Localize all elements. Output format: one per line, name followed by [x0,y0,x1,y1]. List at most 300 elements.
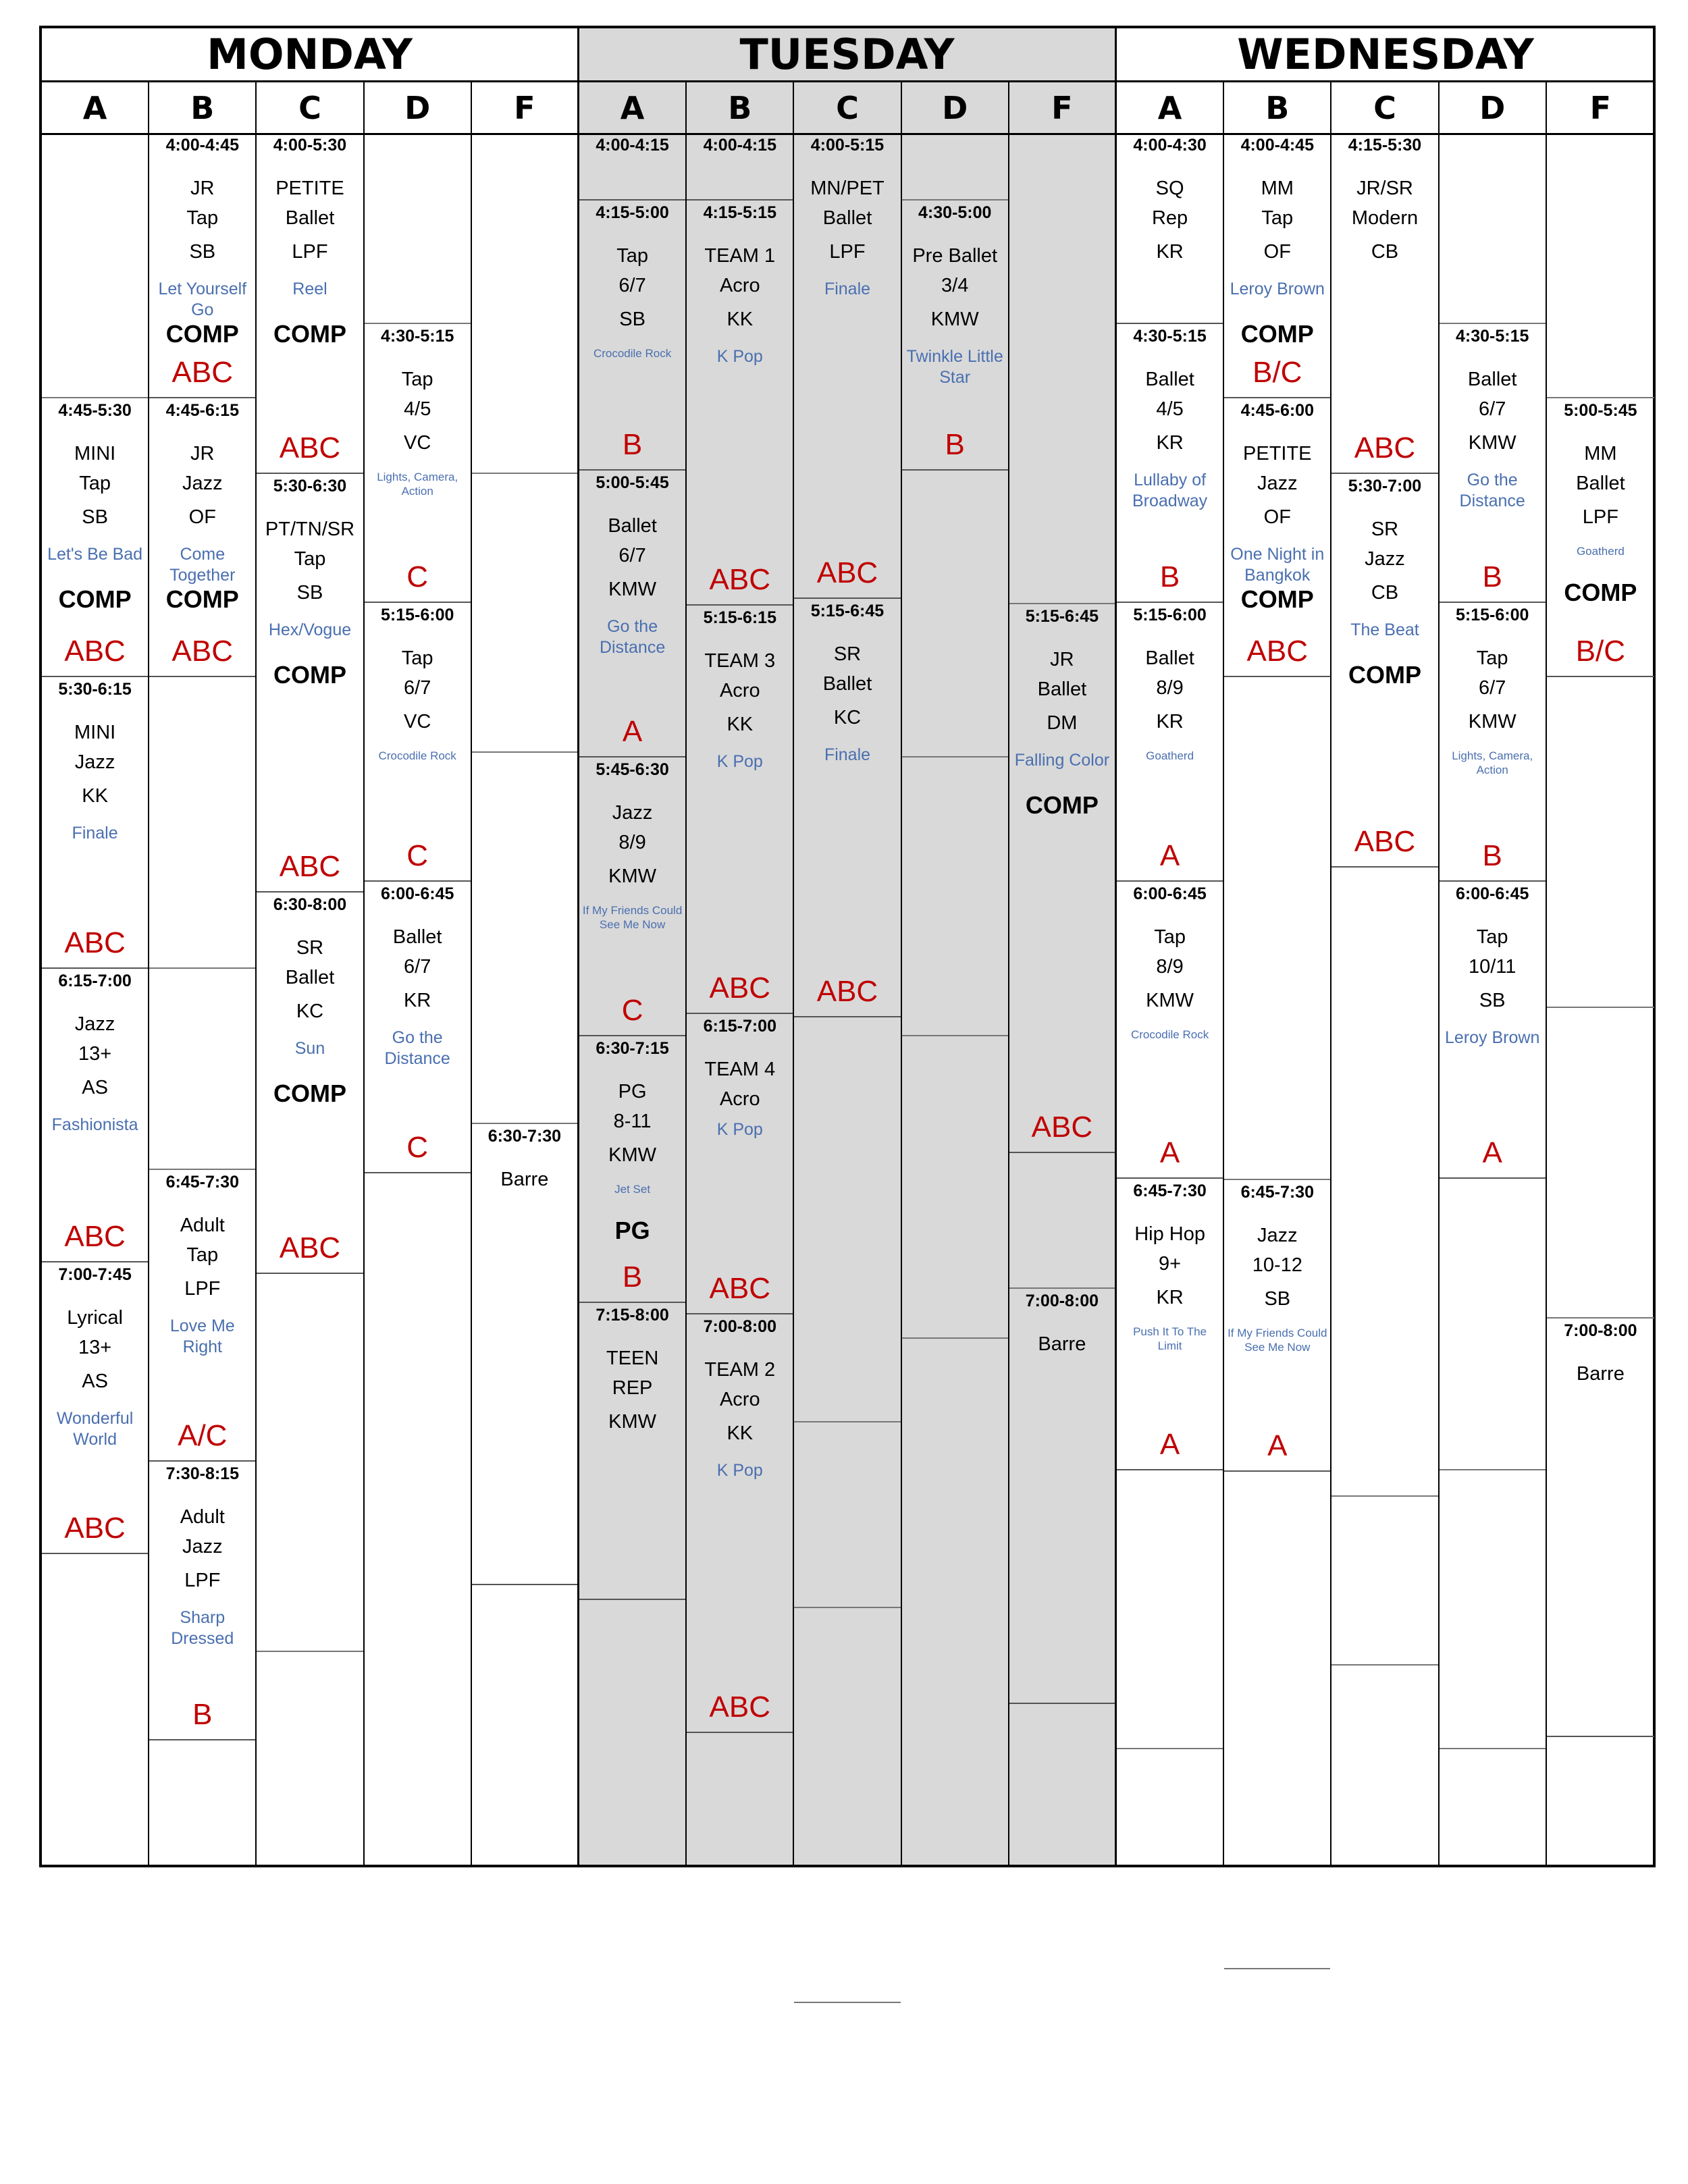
routine-song: Falling Color [1014,751,1110,770]
empty-slot [1117,1749,1223,1969]
class-name: Ballet [285,207,335,229]
class-name: Jazz [182,473,223,494]
routine-song: Love Me Right [169,1316,235,1357]
empty-slot [1547,133,1654,398]
class-block [579,471,685,757]
class-block [149,133,255,398]
class-name: MINI [74,722,116,743]
column-header: F [1547,80,1654,133]
empty-slot [1009,133,1115,604]
class-time: 7:00-8:00 [1025,1291,1099,1310]
class-name: 6/7 [404,956,431,978]
class-block [794,599,900,1017]
class-name: Adult [180,1215,225,1236]
teacher-initials: KMW [1468,711,1516,733]
empty-slot [365,133,471,324]
comp-label: COMP [1348,661,1421,689]
class-name: TEEN [606,1348,659,1369]
routine-song: Finale [824,279,871,298]
group-letters: ABC [1354,431,1416,464]
class-time: 5:15-6:00 [1133,606,1207,624]
teacher-initials: LPF [292,241,328,263]
routine-song: Jet Set [614,1183,651,1196]
empty-slot [1224,1472,1330,1969]
routine-song: One Night in Bangkok [1230,545,1325,585]
empty-slot [149,1740,255,1842]
routine-song: Let Yourself Go [158,279,247,320]
teacher-initials: SB [189,241,216,263]
class-block [257,133,363,474]
schedule-column [1547,133,1654,1865]
teacher-initials: OF [188,506,216,528]
group-letters: A/C [178,1419,228,1452]
class-time: 6:00-6:45 [1455,884,1529,903]
class-time: 6:30-8:00 [273,895,347,914]
comp-label: COMP [165,320,239,348]
routine-song: Twinkle Little Star [906,347,1003,388]
class-name: PETITE [1243,443,1312,464]
class-time: 4:00-4:45 [1240,136,1314,155]
routine-song: Crocodile Rock [1130,1028,1209,1041]
class-block [42,969,148,1262]
class-name: 8/9 [618,832,646,853]
comp-label: PG [614,1217,650,1244]
empty-slot [472,1585,577,1969]
group-letters: A [1159,1428,1180,1461]
teacher-initials: KMW [608,579,657,600]
group-letters: A [1159,839,1180,872]
class-block [687,1314,793,1733]
class-time: 4:00-5:30 [273,136,347,155]
class-name: Tap [1154,926,1186,948]
class-name: Ballet [822,207,872,229]
class-time: 7:15-8:00 [596,1306,669,1325]
class-name: 10/11 [1468,956,1516,978]
class-block [365,603,471,882]
group-letters: B/C [1252,356,1302,389]
class-name: REP [612,1377,653,1399]
class-name: Lyrical [67,1307,123,1329]
teacher-initials: SB [296,582,323,604]
weekly-class-schedule [39,26,1656,1867]
routine-song: Push It To The Limit [1133,1325,1207,1353]
class-time: 7:00-8:00 [1564,1321,1637,1340]
class-name: Rep [1151,207,1188,229]
class-block [1117,603,1223,882]
class-name: Ballet [822,673,872,695]
schedule-column [1440,133,1547,1865]
schedule-column [1331,133,1439,1865]
schedule-column [902,133,1009,1865]
group-letters: ABC [709,971,771,1005]
class-time: 5:15-6:00 [380,606,454,624]
class-time: 5:00-5:45 [596,473,669,492]
class-block [687,606,793,1014]
group-letters: B [1482,560,1502,593]
class-name: Hip Hop [1134,1223,1205,1245]
class-block [1009,604,1115,1153]
group-letters: ABC [816,556,878,589]
routine-song: Go the Distance [1459,471,1525,511]
class-name: Tap [401,369,433,390]
teacher-initials: SB [1479,990,1506,1011]
class-name: TEAM 1 [704,245,776,267]
day-header-monday: MONDAY [42,28,579,80]
schedule-column [365,133,472,1865]
class-name: Acro [719,1088,760,1110]
empty-slot [1440,1179,1546,1470]
empty-slot [42,1554,148,1969]
column-header: A [1117,80,1224,133]
routine-song: Sun [294,1039,325,1058]
class-time: 4:00-5:15 [810,136,885,155]
teacher-initials: VC [404,711,431,733]
group-letters: ABC [64,1220,126,1253]
class-block [902,201,1008,471]
routine-song: Crocodile Rock [593,347,672,360]
class-time: 4:00-4:15 [596,136,669,155]
class-block [687,133,793,201]
class-name: 6/7 [618,545,646,566]
class-name: Ballet [285,967,335,988]
group-letters: ABC [279,431,341,464]
routine-song: Finale [72,824,118,843]
class-name: Ballet [1467,369,1517,390]
schedule-column [579,133,687,1865]
class-name: Barre [500,1169,549,1190]
routine-song: If My Friends Could See Me Now [1228,1327,1327,1354]
class-time: 6:15-7:00 [58,971,132,990]
teacher-initials: CB [1371,241,1399,263]
class-name: MM [1261,178,1294,199]
teacher-initials: KMW [608,1411,657,1433]
class-name: PETITE [275,178,344,199]
comp-label: COMP [1564,579,1637,606]
column-header: D [902,80,1009,133]
class-name: Jazz [1365,548,1405,570]
teacher-initials: LPF [184,1278,221,1300]
routine-song: Lights, Camera, Action [1452,749,1533,777]
empty-slot [579,1600,685,1969]
empty-slot [149,969,255,1170]
class-block [1117,324,1223,603]
teacher-initials: LPF [1582,506,1618,528]
column-header: D [365,80,472,133]
teacher-initials: KR [404,990,431,1011]
teacher-initials: KR [1156,1287,1184,1308]
class-block [42,1262,148,1554]
class-time: 6:30-7:30 [487,1127,562,1146]
routine-song: Goatherd [1576,545,1625,558]
empty-slot [472,753,577,1124]
group-letters: ABC [1246,635,1309,668]
column-header: F [472,80,579,133]
group-letters: A [1267,1429,1288,1462]
empty-slot [794,2003,900,2104]
class-name: Jazz [182,1536,223,1557]
routine-song: Lights, Camera, Action [377,471,458,498]
routine-song: If My Friends Could See Me Now [582,904,683,932]
class-time: 4:00-4:45 [165,136,239,155]
class-time: 4:45-6:15 [165,401,239,420]
routine-song: Wonderful World [56,1409,134,1449]
class-time: 4:15-5:30 [1348,136,1422,155]
group-letters: A [1159,1136,1180,1169]
schedule-column [687,133,794,1865]
class-name: Jazz [1257,1225,1298,1246]
class-block [1224,1180,1330,1472]
class-block [149,1462,255,1740]
class-name: 6/7 [404,677,431,699]
comp-label: COMP [273,320,346,348]
class-time: 4:30-5:00 [918,203,992,222]
group-letters: B [1482,839,1502,872]
empty-slot [794,1422,900,1608]
class-name: JR/SR [1356,178,1413,199]
class-name: Jazz [1257,473,1298,494]
teacher-initials: SB [82,506,108,528]
class-name: Jazz [74,751,115,773]
class-time: 7:00-7:45 [58,1265,132,1284]
column-header: B [149,80,257,133]
column-header: C [794,80,901,133]
class-block [149,1170,255,1462]
column-header: C [1331,80,1439,133]
empty-slot [365,1173,471,1969]
class-name: 9+ [1159,1253,1182,1275]
class-time: 4:30-5:15 [1133,327,1207,346]
schedule-column [1009,133,1117,1865]
empty-slot [1224,1969,1330,2172]
teacher-initials: KR [1156,432,1184,454]
group-letters: B [945,428,965,461]
class-name: 13+ [78,1043,112,1065]
class-name: PT/TN/SR [265,518,355,540]
group-letters: B [192,1698,213,1731]
routine-song: Sharp Dressed [171,1608,234,1649]
group-letters: C [621,994,643,1027]
class-time: 6:00-6:45 [1133,884,1207,903]
group-letters: B/C [1575,635,1626,668]
routine-song: Finale [824,745,871,764]
teacher-initials: KMW [930,309,979,330]
class-time: 7:00-8:00 [703,1317,776,1336]
group-letters: ABC [709,1272,771,1305]
class-block [1009,1289,1115,1704]
teacher-initials: AS [82,1077,108,1098]
class-block [1117,1179,1223,1470]
column-header: A [42,80,149,133]
class-block [365,324,471,603]
teacher-initials: KMW [608,865,657,887]
class-name: TEAM 2 [704,1359,776,1381]
class-name: 8/9 [1156,677,1184,699]
class-time: 4:30-5:15 [1455,327,1529,346]
class-block [1547,398,1654,677]
class-name: Adult [180,1506,225,1528]
empty-slot [902,757,1008,1036]
group-letters: ABC [64,1512,126,1545]
empty-slot [687,1733,793,1969]
class-time: 4:00-4:15 [703,136,776,155]
group-letters: C [406,1131,429,1164]
teacher-initials: KMW [1146,990,1194,1011]
class-block [579,133,685,201]
class-time: 5:00-5:45 [1564,401,1637,420]
class-time: 5:30-6:30 [273,477,347,496]
schedule-column [257,133,364,1865]
class-time: 4:00-4:30 [1133,136,1207,155]
class-name: 6/7 [1479,677,1506,699]
routine-song: Crocodile Rock [378,749,456,762]
empty-slot [1224,677,1330,1180]
empty-slot [1331,1666,1438,1969]
class-name: SR [833,643,862,665]
routine-song: Lullaby of Broadway [1132,471,1208,511]
empty-slot [257,1274,363,1652]
class-name: Tap [79,473,111,494]
class-name: Barre [1576,1363,1625,1385]
empty-slot [902,1339,1008,1969]
routine-song: Fashionista [51,1115,138,1134]
class-name: Tap [1476,926,1508,948]
teacher-initials: SB [1264,1288,1291,1310]
group-letters: ABC [1354,825,1416,858]
class-time: 4:30-5:15 [380,327,454,346]
group-letters: ABC [709,1690,771,1724]
class-name: 8-11 [613,1111,652,1132]
class-name: SR [1371,518,1399,540]
column-header: B [687,80,794,133]
class-time: 6:45-7:30 [1240,1183,1314,1202]
class-name: Ballet [1145,369,1194,390]
class-name: TEAM 3 [704,650,776,672]
class-time: 5:15-6:45 [810,602,885,620]
class-name: Tap [1476,647,1508,669]
class-time: 6:45-7:30 [1133,1181,1207,1200]
class-name: Pre Ballet [912,245,998,267]
group-letters: B [1159,560,1180,593]
class-name: 4/5 [404,398,431,420]
group-letters: B [622,1260,643,1294]
class-name: Ballet [392,926,442,948]
column-header: C [257,80,364,133]
group-letters: ABC [1031,1111,1093,1144]
class-name: 4/5 [1156,398,1184,420]
class-name: Tap [1261,207,1294,229]
teacher-initials: SB [619,309,645,330]
class-block [1440,882,1546,1179]
empty-slot [794,1608,900,2003]
class-block [1117,882,1223,1179]
teacher-initials: CB [1371,582,1399,604]
class-time: 5:45-6:30 [596,760,669,779]
class-name: Ballet [1576,473,1625,494]
day-header-wednesday: WEDNESDAY [1237,30,1534,79]
comp-label: COMP [273,661,346,689]
routine-song: K Pop [716,1120,763,1139]
comp-label: COMP [165,585,239,613]
teacher-initials: DM [1047,712,1078,734]
comp-label: COMP [1240,320,1314,348]
routine-song: Let's Be Bad [47,545,143,564]
class-name: PG [618,1081,647,1102]
class-name: Acro [719,680,760,701]
class-name: TEAM 4 [704,1059,776,1080]
group-letters: ABC [279,850,341,883]
class-name: 3/4 [941,275,969,296]
class-block [579,1303,685,1600]
teacher-initials: LPF [184,1570,221,1591]
group-letters: ABC [64,926,126,959]
routine-song: Go the Distance [599,617,666,658]
schedule-column [1117,133,1224,1865]
empty-slot [472,133,577,474]
class-time: 5:15-6:15 [703,608,776,627]
class-name: JR [190,443,215,464]
empty-slot [1440,133,1546,324]
group-letters: ABC [172,635,234,668]
empty-slot [1331,1497,1438,1666]
teacher-initials: KC [296,1001,324,1022]
class-time: 6:00-6:45 [380,884,454,903]
teacher-initials: KK [727,1422,754,1444]
class-name: Acro [719,1389,760,1410]
teacher-initials: KK [727,309,754,330]
routine-song: K Pop [716,1461,763,1480]
class-block [1224,133,1330,398]
schedule-column [1224,133,1331,1865]
class-time: 4:45-6:00 [1240,401,1314,420]
class-name: Tap [186,207,219,229]
class-name: SR [296,937,324,959]
group-letters: C [406,839,429,872]
column-header: A [579,80,687,133]
routine-song: The Beat [1350,620,1419,639]
class-name: Tap [294,548,326,570]
class-name: 6/7 [618,275,646,296]
class-time: 5:30-7:00 [1348,477,1422,496]
routine-song: K Pop [716,347,763,366]
routine-song: Goatherd [1146,749,1194,762]
schedule-column [149,133,257,1865]
class-block [1547,1319,1654,1737]
empty-slot [149,677,255,969]
day-header-tuesday: TUESDAY [579,28,1117,80]
class-block [42,398,148,677]
group-letters: ABC [64,635,126,668]
teacher-initials: VC [404,432,431,454]
comp-label: COMP [1240,585,1314,613]
comp-label: COMP [273,1080,346,1107]
class-name: MINI [74,443,116,464]
routine-song: Go the Distance [384,1028,450,1069]
class-name: 13+ [78,1337,112,1358]
class-block [365,882,471,1173]
class-block [1224,398,1330,677]
class-block [149,398,255,677]
class-time: 4:45-5:30 [58,401,132,420]
empty-slot [1440,1749,1546,1969]
empty-slot [1547,677,1654,1008]
group-letters: A [622,715,643,748]
teacher-initials: OF [1263,506,1291,528]
class-name: 10-12 [1252,1254,1302,1276]
routine-song: Hex/Vogue [268,620,352,639]
class-block [579,757,685,1036]
class-name: SQ [1155,178,1184,199]
class-block [1440,324,1546,603]
